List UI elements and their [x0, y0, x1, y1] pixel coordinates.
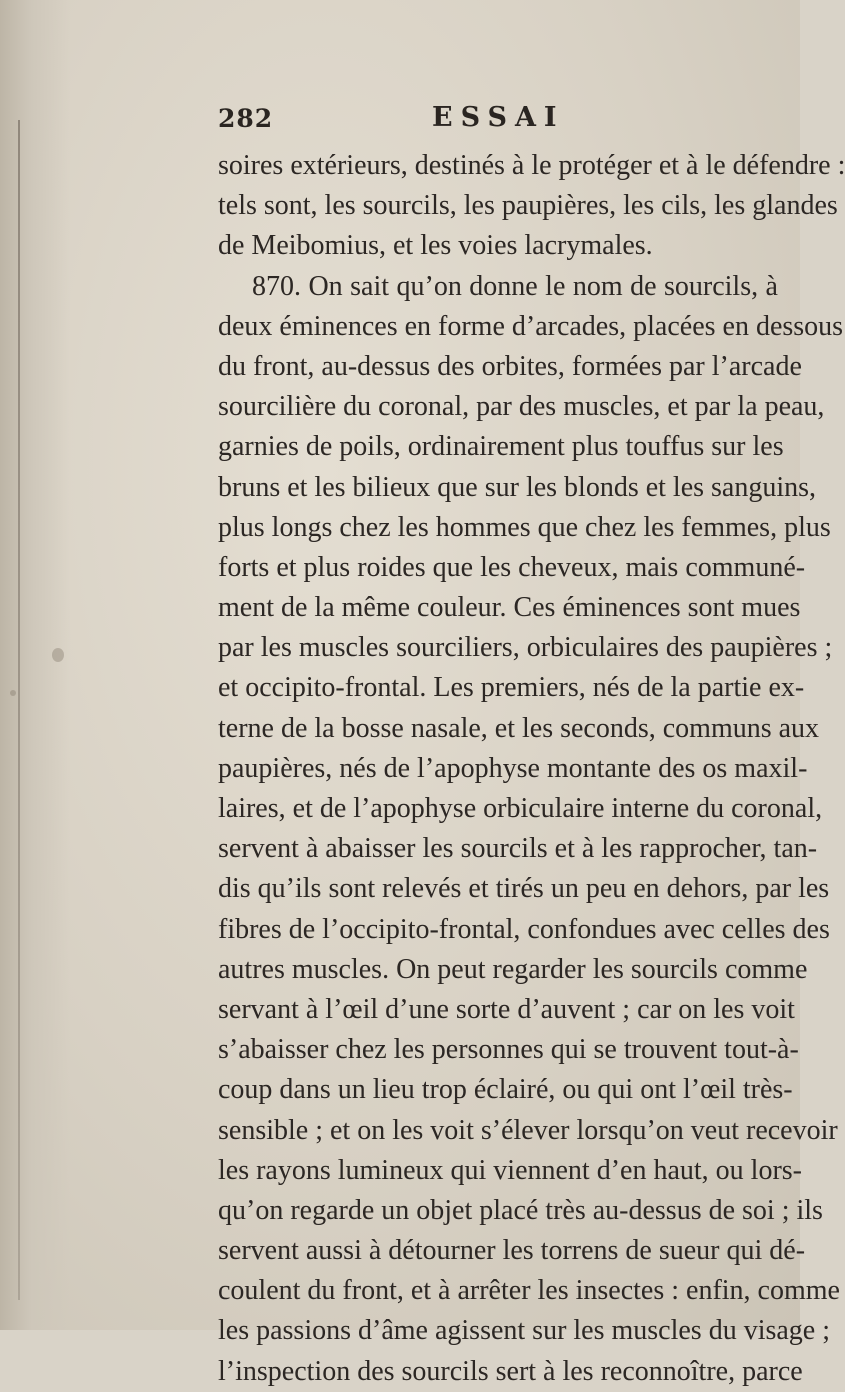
paper-stain	[10, 690, 16, 696]
text-line: paupières, nés de l’apophyse montante des os maxil-	[218, 752, 808, 784]
binding-gutter	[0, 0, 70, 1330]
text-line: fibres de l’occipito-frontal, confondues avec celles des	[218, 913, 830, 945]
text-line: qu’on regarde un objet placé très au-dessus de soi ; ils	[218, 1194, 823, 1226]
text-line: servent aussi à détourner les torrens de sueur qui dé-	[218, 1235, 806, 1267]
paper-stain	[52, 648, 64, 662]
page-header	[218, 100, 778, 140]
text-line: forts et plus roides que les cheveux, mais communé-	[218, 551, 806, 583]
text-line: par les muscles sourciliers, orbiculaires des paupières ;	[218, 632, 833, 664]
text-line: de Meibomius, et les voies lacrymales.	[218, 230, 653, 262]
text-line: tels sont, les sourcils, les paupières, les cils, les glandes	[218, 190, 838, 222]
text-line: servant à l’œil d’une sorte d’auvent ; car on les voit	[218, 993, 795, 1025]
text-line: coulent du front, et à arrêter les insectes : enfin, comme	[218, 1275, 840, 1307]
text-line: autres muscles. On peut regarder les sourcils comme	[218, 953, 808, 985]
page-number: 282	[218, 104, 274, 133]
text-line: servent à abaisser les sourcils et à les rapprocher, tan-	[218, 833, 818, 865]
text-line: sensible ; et on les voit s’élever lorsqu’on veut recevoir	[218, 1114, 838, 1146]
text-line: coup dans un lieu trop éclairé, ou qui ont l’œil très-	[218, 1074, 793, 1106]
running-title: ESSAI	[432, 102, 565, 133]
text-line: bruns et les bilieux que sur les blonds et les sanguins,	[218, 471, 817, 503]
text-line: les passions d’âme agissent sur les muscles du visage ;	[218, 1315, 831, 1347]
text-line: soires extérieurs, destinés à le protéger et à le défendre :	[218, 150, 845, 181]
text-line: du front, au-dessus des orbites, formées par l’arcade	[218, 350, 802, 382]
text-line: et occipito-frontal. Les premiers, nés de la partie ex-	[218, 672, 805, 704]
text-line: les rayons lumineux qui viennent d’en haut, ou lors-	[218, 1154, 802, 1186]
text-line: deux éminences en forme d’arcades, placées en dessous	[218, 310, 844, 342]
gutter-edge	[18, 120, 20, 1300]
text-line: 870. On sait qu’on donne le nom de sourcils, à	[252, 270, 778, 302]
text-line: laires, et de l’apophyse orbiculaire interne du coronal,	[218, 793, 823, 824]
text-line: s’abaisser chez les personnes qui se trouvent tout-à-	[218, 1034, 799, 1066]
text-line: dis qu’ils sont relevés et tirés un peu en dehors, par les	[218, 873, 830, 905]
body-text	[218, 146, 845, 1392]
text-line: garnies de poils, ordinairement plus touffus sur les	[218, 431, 784, 463]
text-line: l’inspection des sourcils sert à les reconnoître, parce	[218, 1355, 803, 1387]
text-line: sourcilière du coronal, par des muscles, et par la peau,	[218, 391, 825, 423]
text-line: plus longs chez les hommes que chez les femmes, plus	[218, 511, 831, 543]
text-line: terne de la bosse nasale, et les seconds, communs aux	[218, 712, 820, 744]
text-line: ment de la même couleur. Ces éminences sont mues	[218, 592, 801, 624]
